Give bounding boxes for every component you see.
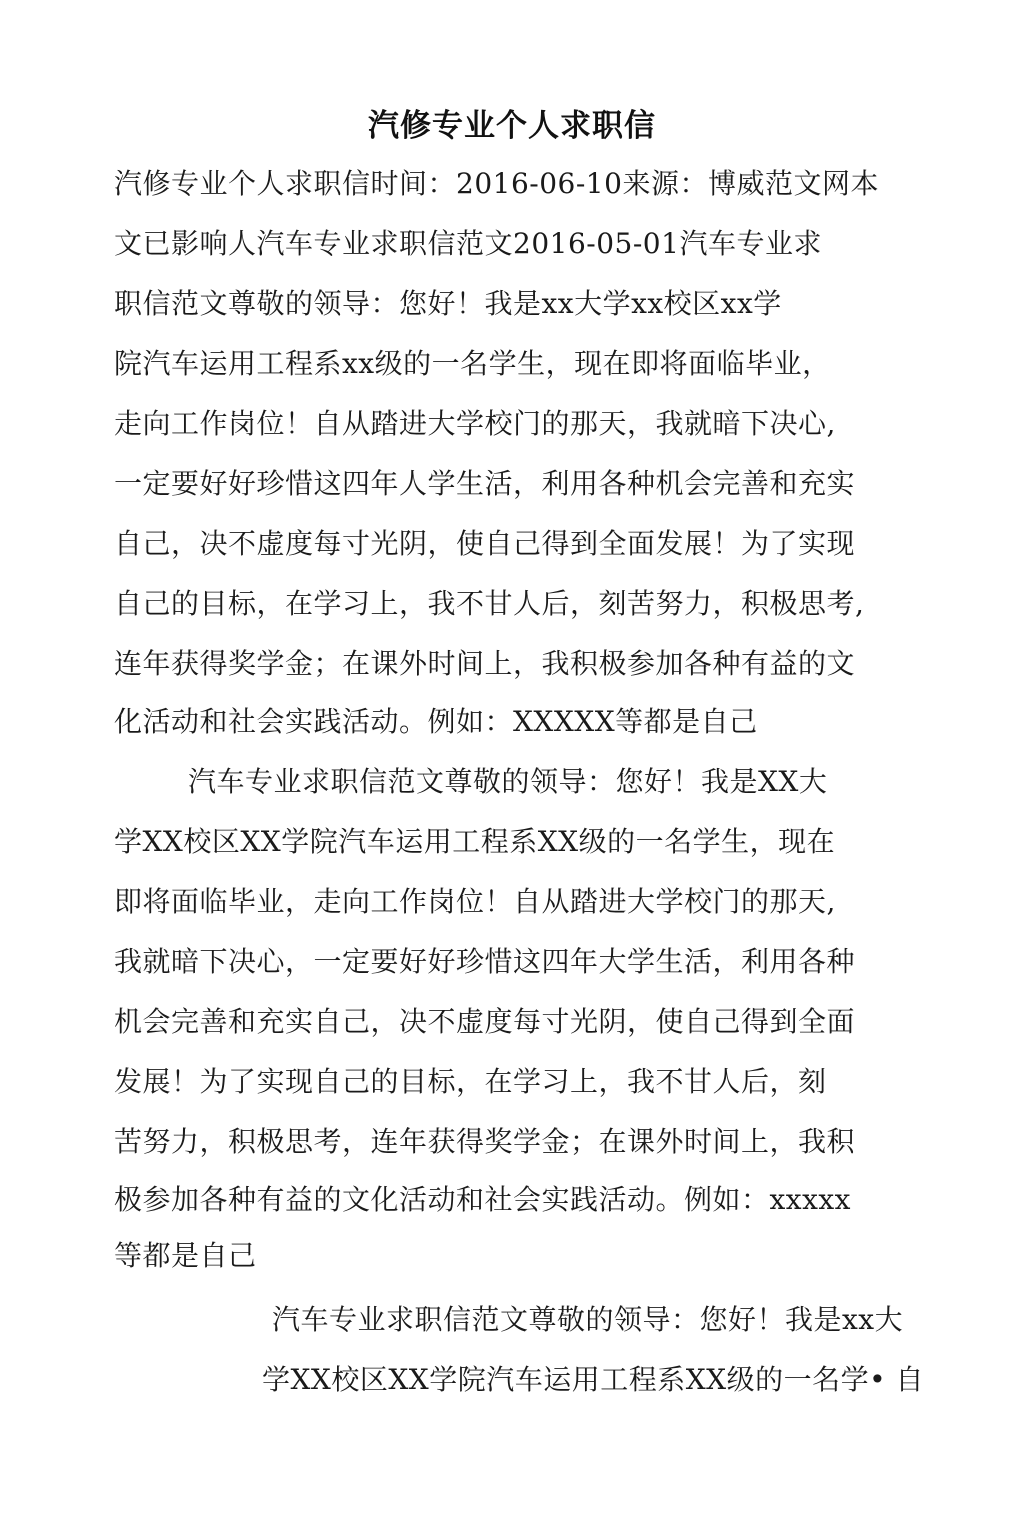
paragraph-2-line-7: 苦努力，积极思考，连年获得奖学金；在课外时间上，我积 <box>114 1125 856 1158</box>
paragraph-1-line-8: 自己的目标，在学习上，我不甘人后，刻苦努力，积极思考, <box>114 587 865 620</box>
paragraph-1-line-4: 院汽车运用工程系xx级的一名学生，现在即将面临毕业， <box>114 347 831 380</box>
paragraph-2-line-1: 汽车专业求职信范文尊敬的领导：您好！我是XX大 <box>188 765 828 798</box>
document-title: 汽修专业个人求职信 <box>368 108 656 144</box>
paragraph-1-line-5: 走向工作岗位！自从踏进大学校门的那天，我就暗下决心, <box>114 407 836 440</box>
paragraph-1-line-1: 汽修专业个人求职信时间：2016-06-10来源：博威范文网本 <box>114 167 879 200</box>
paragraph-2-line-2: 学XX校区XX学院汽车运用工程系XX级的一名学生，现在 <box>114 825 836 858</box>
paragraph-2-line-4: 我就暗下决心，一定要好好珍惜这四年大学生活，利用各种 <box>114 945 856 978</box>
paragraph-2-line-8: 极参加各种有益的文化活动和社会实践活动。例如：xxxxx <box>114 1183 851 1216</box>
paragraph-1-line-10: 化活动和社会实践活动。例如：XXXXX等都是自己 <box>114 705 758 738</box>
paragraph-1-line-3: 职信范文尊敬的领导：您好！我是xx大学xx校区xx学 <box>114 287 782 320</box>
paragraph-1-line-6: 一定要好好珍惜这四年人学生活，利用各种机会完善和充实 <box>114 467 856 500</box>
paragraph-2-line-5: 机会完善和充实自己，决不虚度每寸光阴，使自己得到全面 <box>114 1005 856 1038</box>
paragraph-3-line-1: 汽车专业求职信范文尊敬的领导：您好！我是xx大 <box>272 1303 904 1336</box>
paragraph-2-line-6: 发展！为了实现自己的目标，在学习上，我不甘人后，刻 <box>114 1065 827 1098</box>
paragraph-3-line-2: 学XX校区XX学院汽车运用工程系XX级的一名学• 自 <box>262 1363 925 1396</box>
paragraph-1-line-9: 连年获得奖学金；在课外时间上，我积极参加各种有益的文 <box>114 647 856 680</box>
paragraph-2-line-3: 即将面临毕业，走向工作岗位！自从踏进大学校门的那天, <box>114 885 836 918</box>
paragraph-1-line-2: 文已影响人汽车专业求职信范文2016-05-01汽车专业求 <box>114 227 822 260</box>
paragraph-2-line-9: 等都是自己 <box>114 1239 257 1272</box>
paragraph-1-line-7: 自己，决不虚度每寸光阴，使自己得到全面发展！为了实现 <box>114 527 856 560</box>
